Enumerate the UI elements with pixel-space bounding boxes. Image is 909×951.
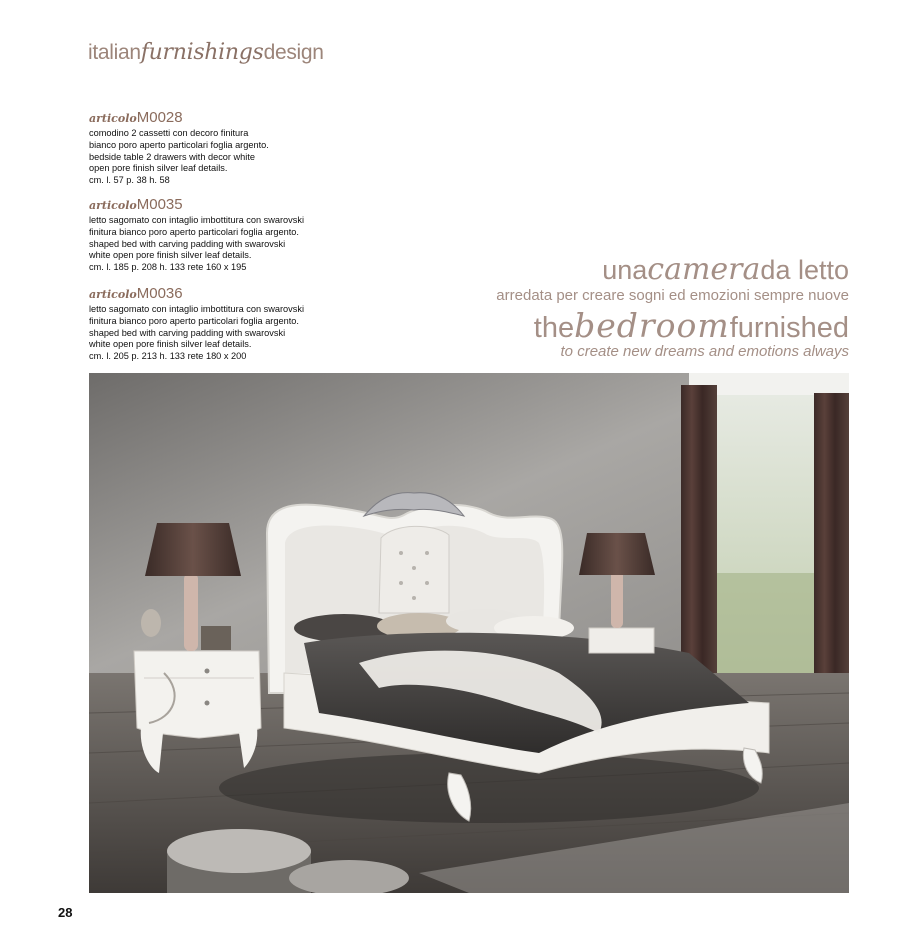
article-line: bianco poro aperto particolari foglia argento. <box>89 139 269 150</box>
article-dimensions: cm. l. 185 p. 208 h. 133 rete 160 x 195 <box>89 262 247 273</box>
article-line: finitura bianco poro aperto particolari foglia argento. <box>89 226 299 237</box>
article-dimensions: cm. l. 205 p. 213 h. 133 rete 180 x 200 <box>89 351 247 362</box>
article-m0035 <box>89 197 339 274</box>
headline-en-part3: furnished <box>729 312 849 344</box>
article-line: white open pore finish silver leaf details. <box>89 250 252 261</box>
brand-part-furnishings: furnishings <box>140 40 264 65</box>
article-code: M0036 <box>136 285 183 302</box>
nightstand-right <box>589 628 654 653</box>
headline-en-part2: bedroom <box>574 306 730 345</box>
brand-part-design: design <box>263 41 324 64</box>
article-line: letto sagomato con intaglio imbottitura con swarovski <box>89 215 304 225</box>
headline-english <box>534 306 849 345</box>
article-line: letto sagomato con intaglio imbottitura con swarovski <box>89 304 304 314</box>
article-code: M0035 <box>136 196 183 213</box>
headline-it-part2: camera <box>647 252 761 287</box>
article-tag: articolo <box>89 288 137 301</box>
lamp-base-left <box>184 573 198 651</box>
page-number: 28 <box>58 905 73 920</box>
headline-it-part3: da letto <box>760 255 849 285</box>
headline-it-part1: una <box>602 255 648 285</box>
headline-en-part1: the <box>533 312 575 344</box>
article-line: shaped bed with carving padding with swarovski <box>89 238 286 249</box>
article-tag: articolo <box>89 112 137 125</box>
article-m0028 <box>89 110 339 187</box>
lampshade-right <box>579 533 655 575</box>
article-tag: articolo <box>89 199 137 212</box>
article-line: finitura bianco poro aperto particolari foglia argento. <box>89 315 299 326</box>
nightstand-left <box>134 651 261 738</box>
article-line: comodino 2 cassetti con decoro finitura <box>89 128 249 138</box>
article-m0036 <box>89 286 339 363</box>
article-line: shaped bed with carving padding with swarovski <box>89 327 286 338</box>
article-dimensions: cm. l. 57 p. 38 h. 58 <box>89 175 170 186</box>
headline-italian <box>602 252 849 287</box>
article-line: open pore finish silver leaf details. <box>89 163 228 174</box>
lampshade-left <box>145 523 241 576</box>
bedroom-photo <box>89 373 849 893</box>
article-code: M0028 <box>136 109 183 126</box>
lamp-base-right <box>611 568 623 628</box>
brand-part-italian: italian <box>88 41 141 64</box>
headline-english-subtitle: to create new dreams and emotions always <box>560 343 849 360</box>
brand-title <box>88 40 324 65</box>
curtain-right <box>814 393 849 703</box>
article-line: white open pore finish silver leaf details. <box>89 339 252 350</box>
headline-italian-subtitle: arredata per creare sogni ed emozioni sempre nuove <box>496 287 849 304</box>
article-line: bedside table 2 drawers with decor white <box>89 151 255 162</box>
